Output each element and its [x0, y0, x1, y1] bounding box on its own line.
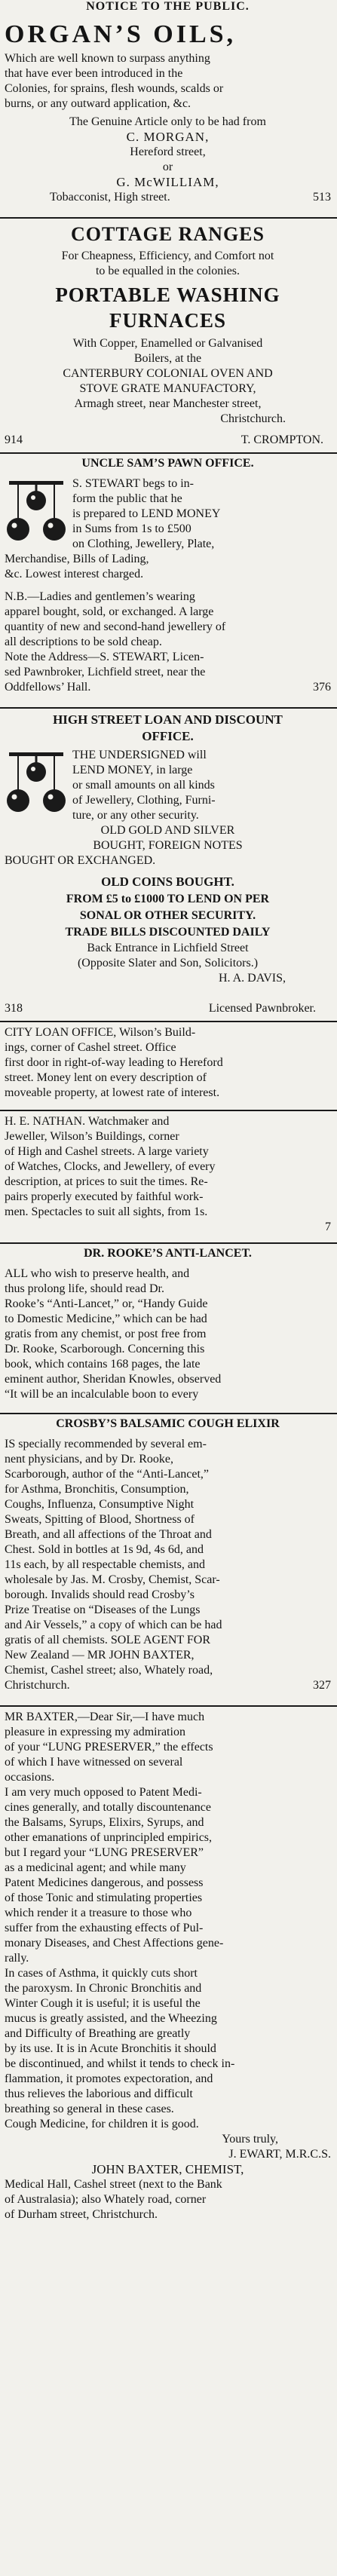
ad9-body: [0, 1710, 337, 2238]
ad2-line3: With Copper, Enamelled or Galvanised: [72, 337, 263, 350]
ad9-line: breathing so general in these cases.: [5, 2103, 174, 2115]
ad8-line: New Zealand — MR JOHN BAXTER,: [5, 1649, 195, 1662]
ad9-line: the paroxysm. In Chronic Bronchitis and: [5, 1982, 202, 1995]
ad3-nb: [0, 590, 337, 703]
divider: [0, 1110, 337, 1111]
ad3-number: 376: [313, 681, 331, 694]
ad4-line2: FROM £5 to £1000 TO LEND ON PER: [66, 893, 270, 905]
ad8-line: Sweats, Spitting of Blood, Shortness of: [5, 1513, 195, 1526]
ad8-line: wholesale by Jas. M. Crosby, Chemist, Scar-: [5, 1573, 220, 1586]
ad9-line: Medical Hall, Cashel street (next to the Bank: [5, 2178, 222, 2191]
ad1-genuine-line: The Genuine Article only to be had from: [69, 115, 266, 128]
ad9-line: cines generally, and totally discountenance: [5, 1801, 211, 1814]
ad9-line: suffer from the exhausting effects of Pul-: [5, 1922, 204, 1934]
ad4-heading2: OFFICE.: [142, 729, 194, 743]
pawnbroker-balls-icon: [5, 751, 68, 823]
ad5-line: street. Money lent on every description of: [5, 1071, 207, 1084]
ad9-line: be discontinued, and whilst it tends to check in-: [5, 2057, 235, 2070]
ad2-title2: PORTABLE WASHING: [55, 283, 280, 306]
ad2-line8: Christchurch.: [220, 412, 286, 425]
ad8-line: Scarborough, author of the “Anti-Lancet,”: [5, 1468, 210, 1481]
ad9-line: mucus is greatly assisted, and the Wheezing: [5, 2012, 217, 2025]
pawnbroker-balls-icon: [5, 479, 68, 552]
ad8-heading: [0, 1417, 337, 1434]
ad4-body: [0, 748, 337, 871]
ad7-line: book, which contains 168 pages, the late: [5, 1358, 201, 1371]
ad1-seller1-street: Hereford street,: [130, 145, 206, 158]
ad1-body-line: that have ever been introduced in the: [5, 67, 183, 80]
ad9-line: as a medicinal agent; and while many: [5, 1861, 186, 1874]
ad9-line: of your “LUNG PRESERVER,” the effects: [5, 1741, 213, 1754]
ad6-line: description, at prices to suit the times. Re-: [5, 1175, 208, 1188]
ad6-body: [0, 1114, 337, 1238]
ad4-footer-row: [5, 1001, 331, 1016]
ad8-line: and Air Vessels,” a copy of which can be had: [5, 1619, 222, 1631]
ad3-nb-line: Note the Address—S. STEWART, Licen-: [5, 651, 204, 663]
ad8-line: Prize Treatise on “Diseases of the Lungs: [5, 1603, 201, 1616]
ad5-line: CITY LOAN OFFICE, Wilson’s Build-: [5, 1026, 196, 1039]
ad4-details: [0, 873, 337, 1001]
ad9-line: Yours truly,: [222, 2133, 278, 2146]
ad1-body-line: Which are well known to surpass anything: [5, 52, 210, 65]
ad4-number: 318: [5, 1002, 23, 1015]
ad7-line: Dr. Rooke, Scarborough. Concerning this: [5, 1343, 205, 1355]
ad3-nb-line: N.B.—Ladies and gentlemen’s wearing: [5, 590, 195, 603]
ad1-body-line: Colonies, for sprains, flesh wounds, scalds or: [5, 82, 224, 95]
ad9-line: and Difficulty of Breathing are greatly: [5, 2027, 191, 2040]
ad3-body-line: Merchandise, Bills of Lading,: [5, 553, 149, 565]
ad9-line: Cough Medicine, for children it is good.: [5, 2118, 199, 2130]
ad3-body-line: form the public that he: [72, 492, 182, 505]
ad4-line3: SONAL OR OTHER SECURITY.: [79, 909, 256, 922]
ad2-intro: [0, 249, 337, 280]
ad9-line: rally.: [5, 1952, 29, 1965]
ad3-body-line: &c. Lowest interest charged.: [5, 568, 144, 580]
ad2-footer: [0, 433, 337, 449]
ad5-line: ings, corner of Cashel street. Office: [5, 1041, 176, 1054]
ad2-footer-row: [5, 433, 331, 448]
ad7-line: “It will be an incalculable boon to every: [5, 1388, 199, 1401]
ad8-last-row: [5, 1678, 331, 1693]
ad6-line: of Watches, Clocks, and Jewellery, of every: [5, 1160, 216, 1173]
divider: [0, 1705, 337, 1707]
ad7-body: [0, 1267, 337, 1410]
ad8-line: Breath, and all affections of the Throat and: [5, 1528, 212, 1541]
ad6-line: of High and Cashel streets. A large variety: [5, 1145, 209, 1158]
divider: [0, 707, 337, 709]
ad9-line: of those Tonic and stimulating properties: [5, 1891, 203, 1904]
ad6-number: 7: [325, 1221, 331, 1233]
ad6-line: men. Spectacles to suit all sights, from 1s.: [5, 1205, 208, 1218]
ad8-body: [0, 1437, 337, 1701]
divider: [0, 1021, 337, 1022]
ad2-line7: Armagh street, near Manchester street,: [74, 397, 262, 410]
ad7-heading-text: DR. ROOKE’S ANTI-LANCET.: [84, 1247, 252, 1260]
divider: [0, 1413, 337, 1414]
ad8-line: IS specially recommended by several em-: [5, 1438, 207, 1450]
ad3-body-line: in Sums from 1s to £500: [72, 522, 191, 535]
ad4-body-line: ture, or any other security.: [72, 809, 199, 822]
ad4-body-line: LEND MONEY, in large: [72, 764, 193, 776]
ad6-line: Jeweller, Wilson’s Buildings, corner: [5, 1130, 179, 1143]
ad5-line: first door in right-of-way leading to Hereford: [5, 1056, 223, 1069]
ad9-line: the Balsams, Syrups, Elixirs, Syrups, and: [5, 1816, 204, 1829]
ad7-line: thus prolong life, should read Dr.: [5, 1282, 164, 1295]
ad9-line: Winter Cough it is useful; it is useful the: [5, 1997, 201, 2010]
ad3-body-line: is prepared to LEND MONEY: [72, 507, 221, 520]
ad2-title1: [0, 223, 337, 246]
ad4-body-line: BOUGHT OR EXCHANGED.: [5, 854, 156, 867]
ad7-line: gratis from any chemist, or post free from: [5, 1328, 207, 1340]
ad9-line: by its use. It is in Acute Bronchitis it should: [5, 2042, 216, 2055]
ad9-line: of Australasia); also Whately road, corner: [5, 2193, 207, 2206]
ad2-line6: STOVE GRATE MANUFACTORY,: [79, 382, 256, 395]
ad4-line1: OLD COINS BOUGHT.: [101, 874, 234, 889]
ad9-line: flammation, it promotes expectoration, and: [5, 2072, 213, 2085]
ad9-line: MR BAXTER,—Dear Sir,—I have much: [5, 1711, 205, 1723]
divider: [0, 452, 337, 454]
ad8-number: 327: [313, 1679, 331, 1692]
ad2-line2: to be equalled in the colonies.: [95, 265, 240, 277]
ad9-line: J. EWART, M.R.C.S.: [228, 2148, 331, 2161]
ad9-line: occasions.: [5, 1771, 55, 1784]
ad3-nb-last-row: [5, 680, 331, 695]
ad7-line: to Domestic Medicine,” which can be had: [5, 1313, 207, 1325]
ad1-seller1: C. MORGAN,: [126, 130, 210, 144]
ad3-body-line: on Clothing, Jewellery, Plate,: [72, 538, 215, 550]
ad2-body: [0, 336, 337, 433]
ad9-line: In cases of Asthma, it quickly cuts short: [5, 1967, 198, 1980]
ad3-heading: [0, 457, 337, 473]
ad9-line: thus relieves the laborious and difficult: [5, 2087, 193, 2100]
ad8-line: Chemist, Cashel street; also, Whately road,: [5, 1664, 213, 1677]
ad4-heading: [0, 712, 337, 745]
ad2-line1: For Cheapness, Efficiency, and Comfort not: [61, 250, 274, 262]
ad4-line4: TRADE BILLS DISCOUNTED DAILY: [65, 926, 271, 939]
ad9-line: of which I have witnessed on several: [5, 1756, 183, 1769]
ad7-line: Rooke’s “Anti-Lancet,” or, “Handy Guide: [5, 1297, 208, 1310]
ad1-heading: [0, 0, 337, 14]
ad7-heading: [0, 1247, 337, 1263]
ad4-line5: Back Entrance in Lichfield Street: [87, 942, 249, 954]
ad1-body: [0, 51, 337, 115]
ad3-nb-line: sed Pawnbroker, Lichfield street, near the: [5, 666, 206, 678]
ad3-nb-line: quantity of new and second-hand jewellery of: [5, 620, 226, 633]
ad4-signer-role: Licensed Pawnbroker.: [208, 1002, 316, 1015]
ad9-line: which render it a treasure to those who: [5, 1907, 192, 1919]
ad1-body-line: burns, or any outward application, &c.: [5, 97, 191, 110]
divider: [0, 1242, 337, 1244]
ad3-body: [0, 476, 337, 590]
ad4-line6: (Opposite Slater and Son, Solicitors.): [77, 957, 259, 969]
ad6-line: pairs properly executed by faithful work-: [5, 1190, 204, 1203]
ad5-body: [0, 1025, 337, 1107]
ad4-body-line: of Jewellery, Clothing, Furni-: [72, 794, 216, 807]
ad6-line: H. E. NATHAN. Watchmaker and: [5, 1115, 170, 1128]
ad8-line: borough. Invalids should read Crosby’s: [5, 1588, 195, 1601]
ad9-line: Patent Medicines dangerous, and possess: [5, 1876, 204, 1889]
ad3-nb-line: Oddfellows’ Hall.: [5, 681, 91, 694]
ad2-title1-text: COTTAGE RANGES: [71, 223, 265, 245]
ad2-title3: FURNACES: [109, 309, 226, 332]
ad3-heading-text: UNCLE SAM’S PAWN OFFICE.: [81, 457, 254, 470]
ad4-body-line: THE UNDERSIGNED will: [72, 749, 207, 761]
ad1-seller2-row: [5, 190, 331, 205]
ad8-line: for Asthma, Bronchitis, Consumption,: [5, 1483, 189, 1496]
ad9-line: but I regard your “LUNG PRESERVER”: [5, 1846, 204, 1859]
ad1-seller2: G. McWILLIAM,: [116, 175, 219, 189]
ad4-footer: [0, 1001, 337, 1018]
ad7-line: eminent author, Sheridan Knowles, observed: [5, 1373, 222, 1386]
ad2-proprietor: T. CROMPTON.: [240, 433, 323, 446]
ad2-titles: [0, 282, 337, 333]
ad2-number: 914: [5, 433, 23, 446]
ad8-line: 11s each, by all respectable chemists, and: [5, 1558, 205, 1571]
ad4-body-line: BOUGHT, FOREIGN NOTES: [93, 839, 243, 852]
ad9-line: pleasure in expressing my admiration: [5, 1726, 185, 1738]
ad8-line: Christchurch.: [5, 1679, 70, 1692]
ad1-title: [0, 20, 337, 50]
divider: [0, 217, 337, 219]
ad8-heading-text: CROSBY’S BALSAMIC COUGH ELIXIR: [56, 1417, 280, 1430]
ad2-line5: CANTERBURY COLONIAL OVEN AND: [63, 367, 273, 380]
ad8-line: nent physicians, and by Dr. Rooke,: [5, 1453, 173, 1466]
ad3-nb-line: all descriptions to be sold cheap.: [5, 636, 162, 648]
ad3-body-line: S. STEWART begs to in-: [72, 477, 194, 490]
ad9-line: I am very much opposed to Patent Medi-: [5, 1786, 202, 1799]
ad2-line4: Boilers, at the: [133, 352, 202, 365]
ad1-title-text: ORGAN’S OILS,: [5, 20, 237, 48]
ad1-seller2-role: Tobacconist, High street.: [50, 191, 170, 204]
ad9-line: monary Diseases, and Chest Affections gene-: [5, 1937, 224, 1950]
ad4-body-line: or small amounts on all kinds: [72, 779, 215, 792]
ad1-sellers: [0, 115, 337, 213]
ad8-line: Chest. Sold in bottles at 1s 9d, 4s 6d, and: [5, 1543, 204, 1556]
ad9-line: JOHN BAXTER, CHEMIST,: [91, 2162, 244, 2176]
ad1-or: or: [162, 161, 173, 173]
ad7-line: ALL who wish to preserve health, and: [5, 1267, 190, 1280]
ad4-heading1: HIGH STREET LOAN AND DISCOUNT: [53, 712, 283, 727]
ad4-body-line: OLD GOLD AND SILVER: [100, 824, 235, 837]
ad8-line: Coughs, Influenza, Consumptive Night: [5, 1498, 195, 1511]
ad3-nb-line: apparel bought, sold, or exchanged. A large: [5, 605, 214, 618]
ad4-signer: H. A. DAVIS,: [218, 972, 286, 985]
ad8-line: gratis of all chemists. SOLE AGENT FOR: [5, 1634, 211, 1646]
ad9-line: of Durham street, Christchurch.: [5, 2208, 158, 2221]
ad1-heading-text: NOTICE TO THE PUBLIC.: [86, 0, 250, 13]
ad9-line: other emanations of unprincipled empirics,: [5, 1831, 213, 1844]
ad1-number: 513: [313, 191, 331, 204]
ad5-line: moveable property, at lowest rate of interest.: [5, 1086, 220, 1099]
